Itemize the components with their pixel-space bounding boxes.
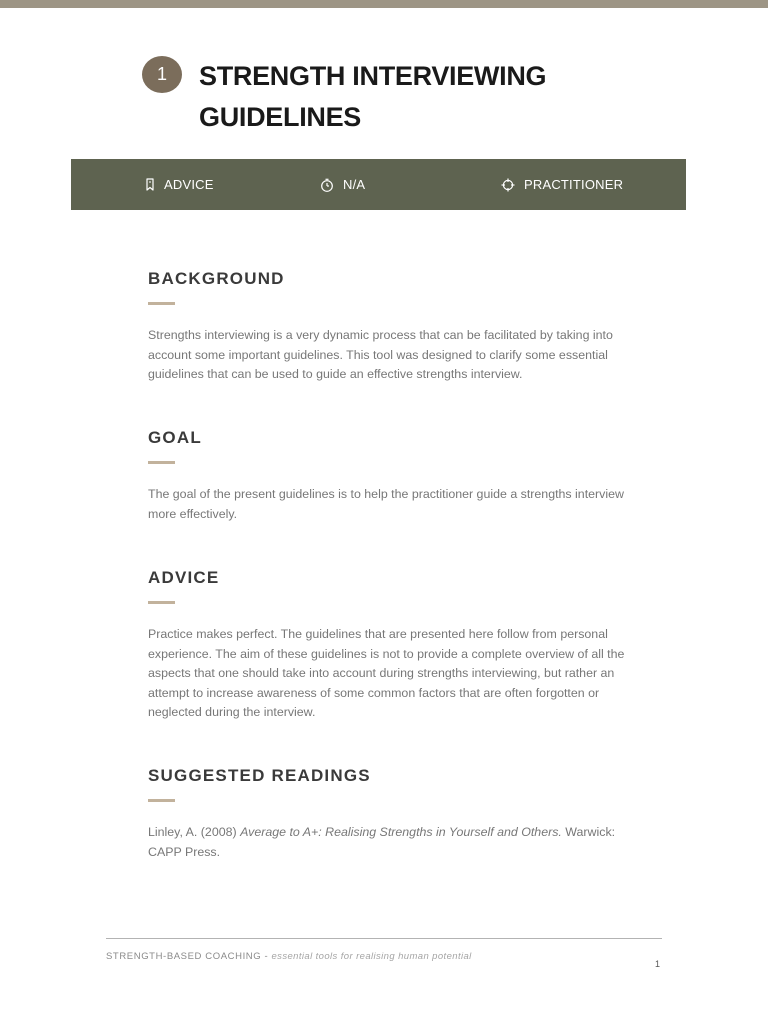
section-goal <box>148 428 628 524</box>
stopwatch-icon <box>320 178 334 192</box>
section-body: Strengths interviewing is a very dynamic process that can be facilitated by taking into account some important guidelines. This tool was designed to clarify some essential guidelines that can be used to guide an effective strengths interview. <box>148 328 613 382</box>
section-heading: ADVICE <box>148 568 220 587</box>
section-divider <box>148 601 175 604</box>
page-number: 1 <box>655 959 661 969</box>
section-heading: GOAL <box>148 428 202 447</box>
section-divider <box>148 302 175 305</box>
meta-audience-label: PRACTITIONER <box>524 177 624 192</box>
meta-duration <box>320 159 365 210</box>
meta-type-label: ADVICE <box>164 177 214 192</box>
section-divider <box>148 799 175 802</box>
footer-divider <box>106 938 662 939</box>
reference-title: Average to A+: Realising Strengths in Yourself and Others. <box>240 825 562 839</box>
meta-bar <box>71 159 686 210</box>
footer-brand: STRENGTH-BASED COACHING - <box>106 951 272 962</box>
crosshair-icon <box>501 178 515 192</box>
section-suggested-readings <box>148 766 628 862</box>
meta-audience <box>501 159 623 210</box>
section-advice <box>148 568 628 723</box>
page-title: STRENGTH INTERVIEWING GUIDELINES <box>199 61 547 132</box>
top-accent-strip <box>0 0 768 8</box>
meta-type <box>145 159 214 210</box>
tool-number-badge: 1 <box>142 56 182 93</box>
title-block <box>142 56 662 146</box>
section-divider <box>148 461 175 464</box>
section-heading: SUGGESTED READINGS <box>148 766 371 785</box>
reference-author: Linley, A. (2008) <box>148 825 241 839</box>
section-body: The goal of the present guidelines is to help the practitioner guide a strengths interview more effectively. <box>148 487 624 521</box>
reference-publisher: Warwick: CAPP Press. <box>148 825 616 859</box>
meta-duration-label: N/A <box>343 177 366 192</box>
section-body: Practice makes perfect. The guidelines that are presented here follow from personal experience. The aim of these guidelines is not to provide a complete overview of all the aspects that one should take into account during strengths interviewing, but rather an attempt to increase awareness of some common factors that are often forgotten or neglected during the interview. <box>148 627 625 720</box>
section-background <box>148 269 628 385</box>
bookmark-icon <box>145 178 155 191</box>
section-heading: BACKGROUND <box>148 269 285 288</box>
footer-caption <box>106 951 472 962</box>
reading-reference <box>148 823 628 862</box>
footer-tagline: essential tools for realising human potential <box>271 951 472 962</box>
